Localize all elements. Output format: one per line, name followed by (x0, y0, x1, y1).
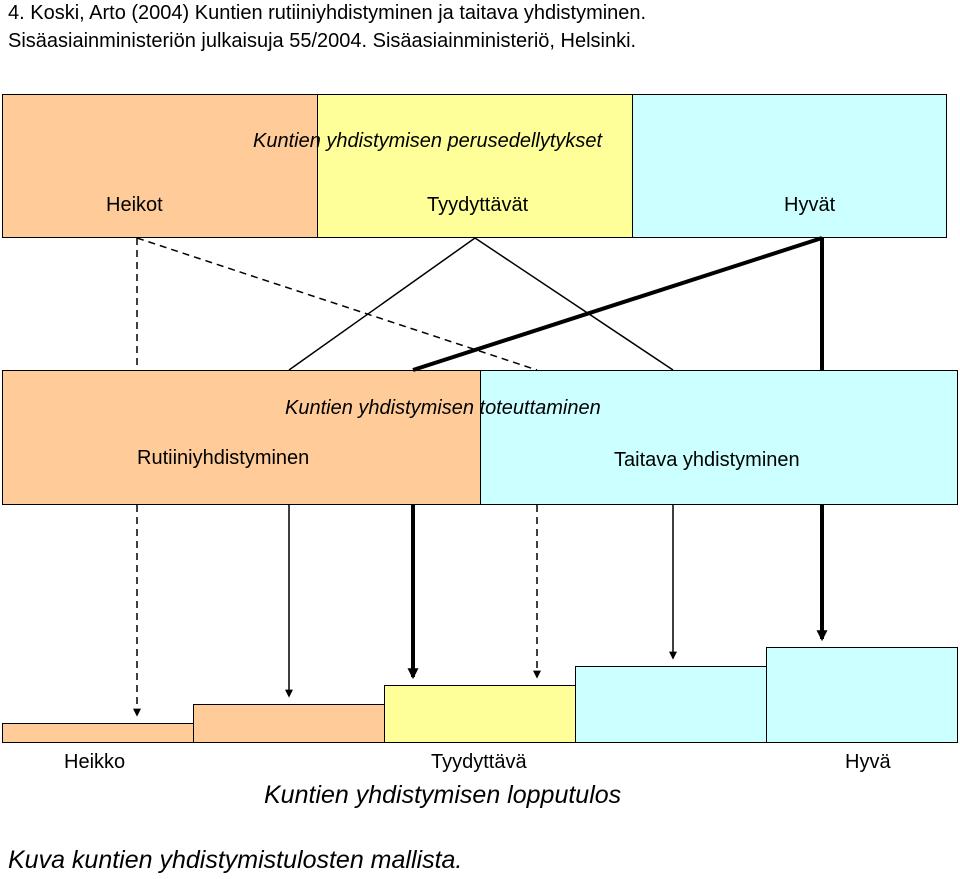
link-satisfactory-to-routine (289, 238, 475, 370)
citation-line-1: 4. Koski, Arto (2004) Kuntien rutiiniyhdistyminen ja taitava yhdistyminen. (8, 2, 647, 24)
outcome-good-label: Hyvä (845, 751, 891, 773)
figure-caption: Kuva kuntien yhdistymistulosten mallista. (8, 846, 463, 874)
outcome-weak-label: Heikko (64, 751, 126, 773)
implementation-title: Kuntien yhdistymisen toteuttaminen (285, 397, 601, 419)
outcome-satisfactory-label: Tyydyttävä (431, 751, 527, 773)
link-satisfactory-to-skillful (475, 238, 673, 370)
citation-line-2: Sisäasiainministeriön julkaisuja 55/2004. Sisäasiainministeriö, Helsinki. (8, 30, 637, 52)
preconditions-title: Kuntien yhdistymisen perusedellytykset (253, 130, 603, 152)
thick-link-good-diagonal (413, 238, 822, 370)
outcome-title: Kuntien yhdistymisen lopputulos (264, 781, 622, 809)
precondition-satisfactory-label: Tyydyttävät (427, 194, 529, 216)
precondition-good-label: Hyvät (784, 194, 836, 216)
implementation-routine-label: Rutiiniyhdistyminen (137, 447, 310, 469)
precondition-weak-label: Heikot (106, 194, 163, 216)
implementation-skillful-label: Taitava yhdistyminen (614, 449, 800, 471)
